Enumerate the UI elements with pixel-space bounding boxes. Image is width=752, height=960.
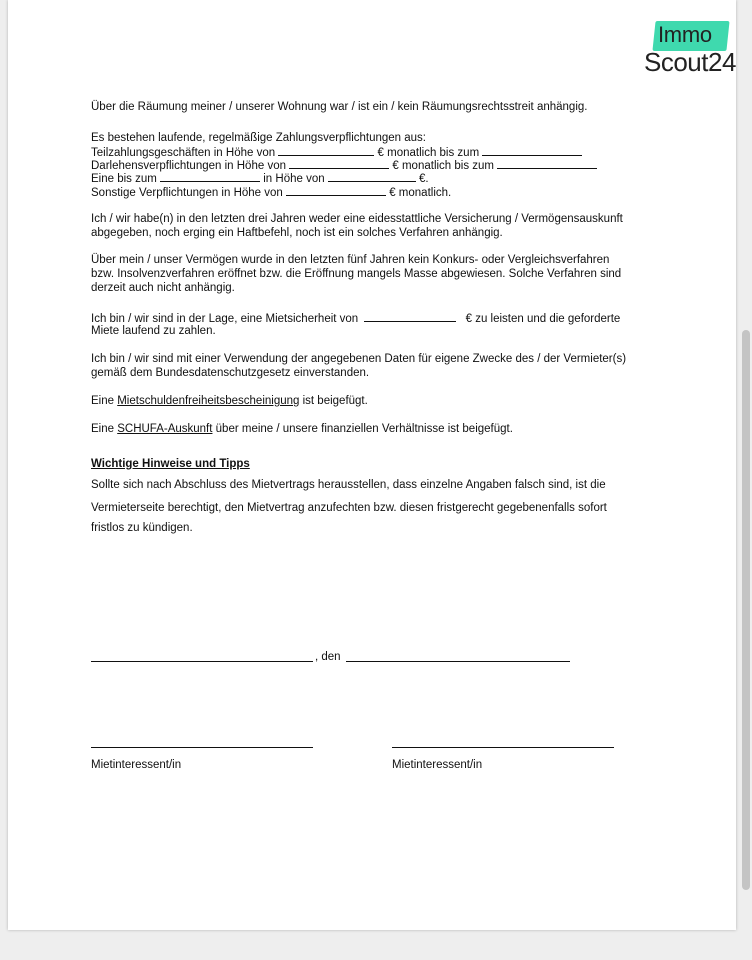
eidesstattlich-line-2: abgegeben, noch erging ein Haftbefehl, noch ist ein solches Verfahren anhängig. <box>91 227 503 239</box>
sonstige-suffix: € monatlich. <box>389 187 452 199</box>
immoscout24-logo <box>638 20 738 78</box>
logo-line2: Scout24 <box>644 47 736 77</box>
logo-line1: Immo <box>658 22 712 47</box>
vermoegen-line-1: Über mein / unser Vermögen wurde in den letzten fünf Jahren kein Konkurs- oder Vergleichsverfahren <box>91 254 610 266</box>
sicherheit-suffix: € zu leisten und die geforderte <box>465 313 621 325</box>
signature-label-1: Mietinteressent/in <box>91 759 182 771</box>
darlehen-date-field[interactable] <box>497 157 597 169</box>
eine-label: Eine bis zum <box>91 173 157 185</box>
msfb-suffix: ist beigefügt. <box>299 395 368 407</box>
teilzahlung-date-field[interactable] <box>482 144 582 156</box>
ort-field[interactable] <box>91 661 313 662</box>
signature-label-2: Mietinteressent/in <box>392 759 483 771</box>
schufa-link[interactable]: SCHUFA-Auskunft <box>117 423 213 435</box>
daten-line-1: Ich bin / wir sind mit einer Verwendung der angegebenen Daten für eigene Zwecke des / der Vermieter(s) <box>91 353 627 365</box>
sonstige-line <box>91 184 451 200</box>
hinweise-line-2: Vermieterseite berechtigt, den Mietvertrag anzufechten bzw. diesen fristgerecht gegebenenfalls sofort <box>91 502 607 514</box>
eine-mid: in Höhe von <box>263 173 325 185</box>
signature-field-2[interactable] <box>392 747 614 748</box>
msfb-prefix: Eine <box>91 395 118 407</box>
schufa-line <box>91 422 513 436</box>
ort-den-label: , den <box>315 651 341 663</box>
schufa-prefix: Eine <box>91 423 118 435</box>
eine-amount-field[interactable] <box>328 170 416 182</box>
vermoegen-line-3: derzeit auch nicht anhängig. <box>91 282 235 294</box>
datum-field[interactable] <box>346 661 570 662</box>
obligations-intro: Es bestehen laufende, regelmäßige Zahlungsverpflichtungen aus: <box>91 132 426 144</box>
msfb-line <box>91 394 368 408</box>
darlehen-label: Darlehensverpflichtungen in Höhe von <box>91 160 286 172</box>
hinweise-line-3: fristlos zu kündigen. <box>91 522 193 534</box>
darlehen-amount-field[interactable] <box>289 157 389 169</box>
darlehen-suffix: € monatlich bis zum <box>392 160 495 172</box>
raeumung-paragraph: Über die Räumung meiner / unserer Wohnung war / ist ein / kein Räumungsrechtsstreit anhängig. <box>91 101 588 113</box>
teilzahlung-amount-field[interactable] <box>278 144 374 156</box>
vermoegen-line-2: bzw. Insolvenzverfahren eröffnet bzw. die Eröffnung mangels Masse abgewiesen. Solche Verfahren sind <box>91 268 622 280</box>
teilzahlung-label: Teilzahlungsgeschäften in Höhe von <box>91 147 276 159</box>
sonstige-amount-field[interactable] <box>286 184 386 196</box>
eine-suffix: €. <box>419 173 429 185</box>
eidesstattlich-line-1: Ich / wir habe(n) in den letzten drei Jahren weder eine eidesstattliche Versicherung / Vermögensauskunft <box>91 213 623 225</box>
sicherheit-amount-field[interactable] <box>364 310 456 322</box>
scrollbar-thumb[interactable] <box>742 330 750 890</box>
daten-line-2: gemäß dem Bundesdatenschutzgesetz einverstanden. <box>91 367 370 379</box>
sicherheit-label: Ich bin / wir sind in der Lage, eine Mietsicherheit von <box>91 313 359 325</box>
schufa-suffix: über meine / unsere finanziellen Verhältnisse ist beigefügt. <box>212 423 513 435</box>
hinweise-heading: Wichtige Hinweise und Tipps <box>91 458 250 470</box>
sonstige-label: Sonstige Verpflichtungen in Höhe von <box>91 187 283 199</box>
teilzahlung-suffix: € monatlich bis zum <box>377 147 480 159</box>
sicherheit-line-2: Miete laufend zu zahlen. <box>91 325 216 337</box>
hinweise-line-1: Sollte sich nach Abschluss des Mietvertrags herausstellen, dass einzelne Angaben falsch sind, ist die <box>91 479 606 491</box>
msfb-link[interactable]: Mietschuldenfreiheitsbescheinigung <box>117 395 300 407</box>
eine-date-field[interactable] <box>160 170 260 182</box>
signature-field-1[interactable] <box>91 747 313 748</box>
document-page <box>8 0 736 930</box>
